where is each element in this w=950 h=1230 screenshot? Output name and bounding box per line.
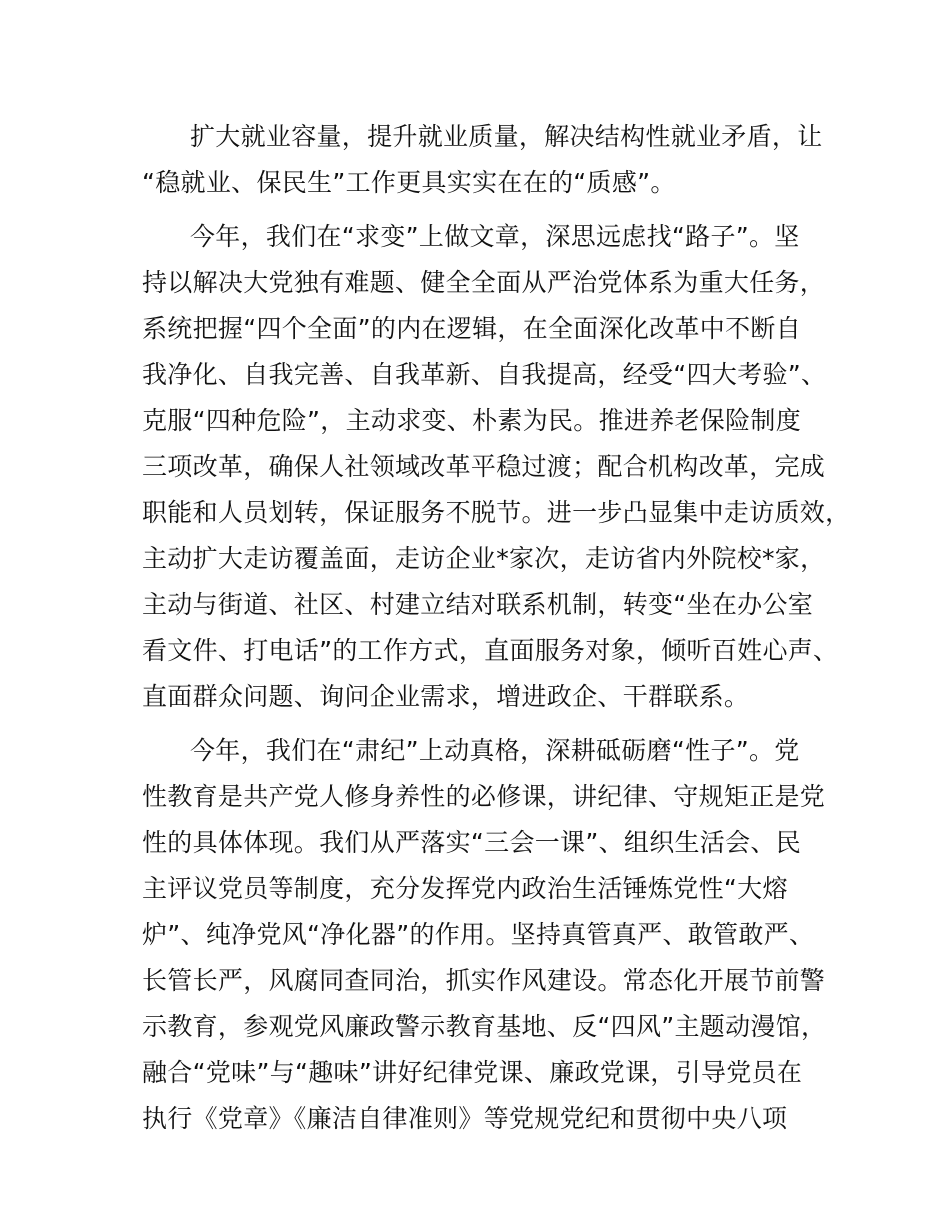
text-line: 性的具体体现。我们从严落实“三会一课”、组织生活会、民 <box>142 828 802 857</box>
text-line: 直面群众问题、询问企业需求，增进政企、干群联系。 <box>142 682 750 711</box>
text-line: 炉”、纯净党风“净化器”的作用。坚持真管真严、敢管敢严、 <box>142 920 815 949</box>
text-line: 看文件、打电话”的工作方式，直面服务对象，倾听百姓心声、 <box>142 636 839 665</box>
text-line: 持以解决大党独有难题、健全全面从严治党体系为重大任务， <box>142 268 826 297</box>
text-line: 长管长严，风腐同查同治，抓实作风建设。常态化开展节前警 <box>142 966 826 995</box>
text-line: 系统把握“四个全面”的内在逻辑，在全面深化改革中不断自 <box>142 314 802 343</box>
paragraph-2 <box>142 214 851 720</box>
text-line: “稳就业、保民生”工作更具实实在在的“质感”。 <box>142 168 676 197</box>
text-line: 我净化、自我完善、自我革新、自我提高，经受“四大考验”、 <box>142 360 827 389</box>
text-line: 融合“党味”与“趣味”讲好纪律党课、廉政党课，引导党员在 <box>142 1058 803 1087</box>
document-body <box>142 114 851 1150</box>
text-line: 执行《党章》《廉洁自律准则》等党规党纪和贯彻中央八项 <box>142 1104 788 1133</box>
text-line: 扩大就业容量，提升就业质量，解决结构性就业矛盾，让 <box>190 122 823 151</box>
text-line: 主动扩大走访覆盖面，走访企业*家次，走访省内外院校*家， <box>142 544 826 573</box>
text-line: 今年，我们在“求变”上做文章，深思远虑找“路子”。坚 <box>190 222 800 251</box>
text-line: 三项改革，确保人社领域改革平稳过渡；配合机构改革，完成 <box>142 452 826 481</box>
text-line: 主动与街道、社区、村建立结对联系机制，转变“坐在办公室 <box>142 590 814 619</box>
text-line: 职能和人员划转，保证服务不脱节。进一步凸显集中走访质效， <box>142 498 851 527</box>
text-line: 克服“四种危险”，主动求变、朴素为民。推进养老保险制度 <box>142 406 802 435</box>
paragraph-1 <box>142 114 842 206</box>
text-line: 今年，我们在“肃纪”上动真格，深耕砥砺磨“性子”。党 <box>190 736 800 765</box>
text-line: 性教育是共产党人修身养性的必修课，讲纪律、守规矩正是党 <box>142 782 826 811</box>
paragraph-3 <box>142 728 842 1142</box>
text-line: 示教育，参观党风廉政警示教育基地、反“四风”主题动漫馆， <box>142 1012 827 1041</box>
text-line: 主评议党员等制度，充分发挥党内政治生活锤炼党性“大熔 <box>142 874 788 903</box>
